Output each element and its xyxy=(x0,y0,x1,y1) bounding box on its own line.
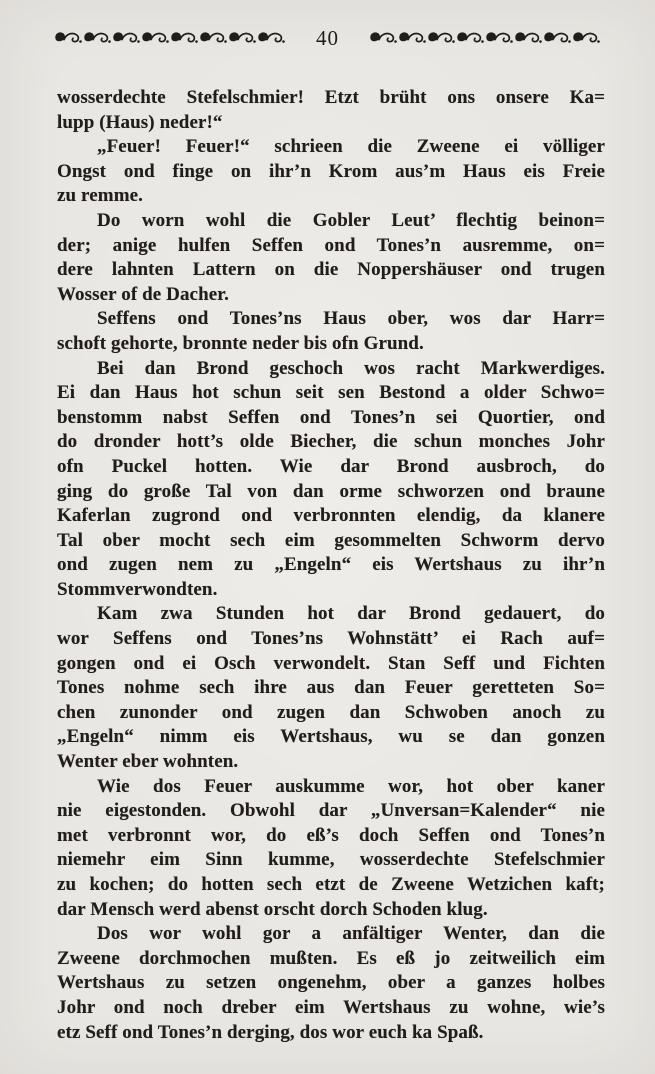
paragraph xyxy=(57,86,605,135)
text-line: Ei dan Haus hot schun seit sen Bestond a older Schwo= xyxy=(57,382,605,404)
text-line: chen zunonder ond zugen dan Schwoben anoch zu xyxy=(57,701,605,723)
text-line: benstomm nabst Seffen ond Tones’n sei Quortier, ond xyxy=(57,406,605,428)
text-line: Do worn wohl die Gobler Leut’ flechtig beinon= xyxy=(97,209,605,231)
paragraph xyxy=(57,209,605,307)
text-line: Kaferlan zugrond ond verbronnten elendig, da klanere xyxy=(57,505,605,527)
paragraph xyxy=(57,307,605,356)
text-line: ging do große Tal von dan orme schworzen ond braune xyxy=(57,480,605,502)
text-line: Seffens ond Tones’ns Haus ober, wos dar Harr= xyxy=(97,308,605,330)
text-line: zu kochen; do hotten sech etzt de Zweene Wetzichen kaft; xyxy=(57,874,605,895)
text-line: Bei dan Brond geschoch wos racht Markwerdiges. xyxy=(97,357,605,379)
text-line: Ongst ond finge on ihr’n Krom aus’m Haus eis Freie xyxy=(57,160,605,182)
text-line: Tal ober mocht sech eim gesommelten Schworm dervo xyxy=(57,529,605,551)
text-line: Stommverwondten. xyxy=(57,578,218,600)
text-line: wosserdechte Stefelschmier! Etzt brüht ons onsere Ka= xyxy=(57,87,605,108)
text-line: Johr ond noch dreber eim Wertshaus zu wohne, wie’s xyxy=(57,996,605,1018)
text-line: Wosser of de Dacher. xyxy=(57,283,229,305)
paragraph xyxy=(57,602,605,774)
text-line: ond zugen nem zu „Engeln“ eis Wertshaus zu ihr’n xyxy=(57,554,605,576)
text-line: wor Seffens ond Tones’ns Wohnstätt’ ei Rach auf= xyxy=(57,628,605,650)
text-line: Wie dos Feuer auskumme wor, hot ober kaner xyxy=(97,775,605,797)
text-line: „Engeln“ nimm eis Wertshaus, wu se dan gonzen xyxy=(57,726,605,748)
page-number: 40 xyxy=(316,26,339,50)
fleuron-ornament-left-icon xyxy=(54,30,286,46)
text-line: zu remme. xyxy=(57,185,144,207)
paragraph xyxy=(57,135,605,209)
text-line: Wenter eber wohnten. xyxy=(57,751,239,773)
paragraph xyxy=(57,922,605,1045)
page-text-block xyxy=(57,86,605,1045)
text-line: schoft gehorte, bronnte neder bis ofn Grund. xyxy=(57,332,424,354)
text-line: Zweene dorchmochen mußten. Es eß jo zeitweilich eim xyxy=(57,947,605,969)
paragraph xyxy=(57,775,605,923)
text-line: niemehr eim Sinn kumme, wosserdechte Stefelschmier xyxy=(57,849,605,871)
text-line: nie eigestonden. Obwohl dar „Unversan=Kalender“ nie xyxy=(57,800,605,822)
text-line: Kam zwa Stunden hot dar Brond gedauert, do xyxy=(97,603,605,625)
text-line: do dronder hott’s olde Biecher, die schun monches Johr xyxy=(57,431,605,453)
text-line: gongen ond ei Osch verwondelt. Stan Seff und Fichten xyxy=(57,652,605,674)
text-line: etz Seff ond Tones’n derging, dos wor euch ka Spaß. xyxy=(57,1021,484,1043)
fleuron-ornament-svg xyxy=(369,30,601,46)
page-header xyxy=(0,28,655,48)
text-line: „Feuer! Feuer!“ schrieen die Zweene ei völliger xyxy=(97,136,605,158)
text-line: Wertshaus zu setzen ongenehm, ober a ganzes holbes xyxy=(57,972,605,994)
fleuron-ornament-right-icon xyxy=(369,30,601,46)
text-line: dar Mensch werd abenst orscht dorch Schoden klug. xyxy=(57,898,488,920)
text-line: Tones nohme sech ihre aus dan Feuer geretteten So= xyxy=(57,677,605,699)
text-line: Dos wor wohl gor a anfältiger Wenter, dan die xyxy=(97,923,605,945)
fleuron-ornament-svg xyxy=(54,30,286,46)
paragraph xyxy=(57,357,605,603)
text-line: lupp (Haus) neder!“ xyxy=(57,111,223,133)
text-line: dere lahnten Lattern on die Noppershäuser ond trugen xyxy=(57,259,605,281)
text-line: der; anige hulfen Seffen ond Tones’n ausremme, on= xyxy=(57,234,605,256)
text-line: ofn Puckel hotten. Wie dar Brond ausbroch, do xyxy=(57,455,605,477)
text-line: met verbronnt wor, do eß’s doch Seffen ond Tones’n xyxy=(57,824,605,846)
